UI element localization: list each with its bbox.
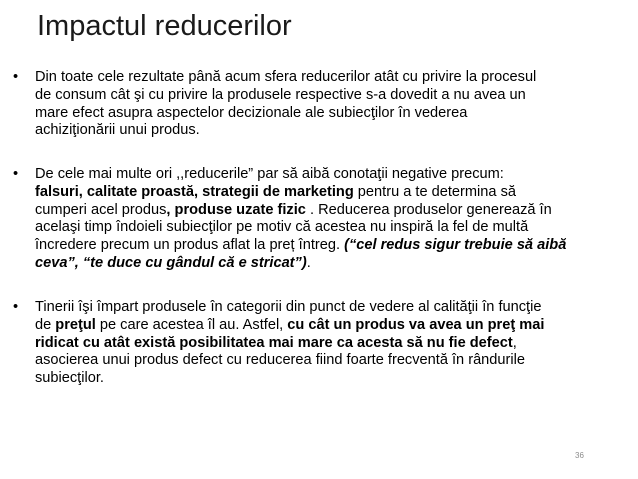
text-line [35,237,603,255]
text-fragment: cumperi acel produs [35,201,167,218]
text-line: Tinerii îşi împart produsele în categorii din punct de vedere al calităţii în funcţie [35,299,542,315]
text-line: Din toate cele rezultate până acum sfera reducerilor atât cu privire la procesul [35,69,537,85]
bullet-3 [13,299,603,388]
bold-phrase: ridicat cu atât există posibilitatea mai mare ca acesta să nu fie defect [35,334,513,351]
text-line: acelaşi timp îndoieli subiecţilor pe motiv că acestea nu inspiră la fel de multă [35,219,529,236]
bold-phrase: , produse uzate fizic [166,201,306,218]
bullet-2 [13,166,603,273]
text-line [35,202,603,220]
bold-phrase: cu cât un produs va avea un preţ mai [287,316,545,333]
bold-italic-quote: ceva”, “te duce cu gândul că e stricat”) [35,254,307,271]
text-line: De cele mai multe ori ,,reducerile” par să aibă conotaţii negative precum: [35,166,504,182]
slide-title: Impactul reducerilor [37,10,292,42]
text-line [35,255,603,273]
bold-italic-quote: (“cel redus sigur trebuie să aibă [344,237,567,254]
text-line: mare efect asupra aspectelor decizionale ale subiecţilor în vederea [35,104,468,121]
bold-phrase: preţul [55,316,96,333]
bold-phrase: falsuri, calitate proastă, strategii de marketing [35,183,354,200]
page-number: 36 [575,451,584,460]
text-line: achiziţionării unui produs. [35,122,200,139]
text-line [35,335,603,353]
text-line: de consum cât şi cu privire la produsele respective s-a dovedit a nu avea un [35,86,526,103]
text-fragment: , [512,334,517,351]
text-fragment: . Reducerea produselor generează în [305,201,552,218]
bullet-text [35,166,603,273]
bullet-text [35,69,603,140]
text-fragment: de [35,316,56,333]
bullet-icon: • [13,69,19,85]
text-line: subiecţilor. [35,370,104,387]
bullet-icon: • [13,299,19,315]
bullet-icon: • [13,166,19,182]
text-fragment: pentru a te determina să [353,183,516,200]
bullet-text [35,299,603,388]
text-line [35,317,603,335]
text-fragment: . [306,254,311,271]
text-line [35,184,603,202]
bullet-1 [13,69,603,140]
text-fragment: pe care acestea îl au. Astfel, [95,316,288,333]
text-line: asocierea unui produs defect cu reducerea fiind foarte frecventă în rândurile [35,352,525,369]
text-fragment: încredere precum un produs aflat la preț întreg. [35,237,345,254]
